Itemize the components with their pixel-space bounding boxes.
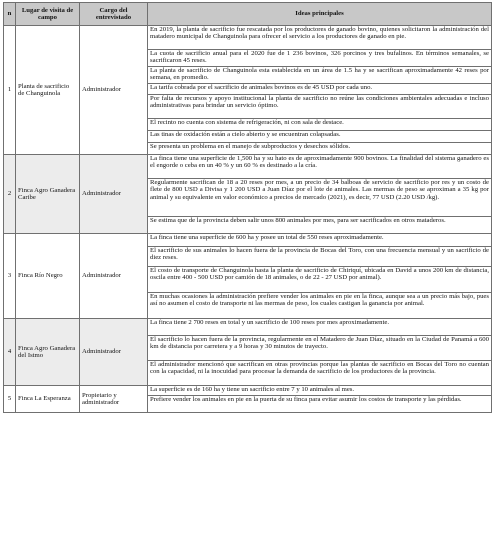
idea-cell: Por falta de recursos y apoyo institucional la planta de sacrificio no reúne las condiciones ambientales adecuadas e incluso administrativas para brindar un servicio óptimo. (148, 95, 492, 119)
idea-cell: La finca tiene una superficie de 600 ha y posee un total de 550 reses aproximadamente. (148, 234, 492, 247)
row-number: 1 (4, 26, 16, 155)
idea-cell: El recinto no cuenta con sistema de refrigeración, ni con sala de destace. (148, 119, 492, 131)
row-role: Administrador (80, 319, 148, 386)
header-role: Cargo del entrevistado (80, 3, 148, 26)
idea-cell: La cuota de sacrificio anual para el 2020 fue de 1 236 bovinos, 326 porcinos y tres bufalinos. En términos semanales, se sacrificaron 45 reses. (148, 50, 492, 67)
row-role: Administrador (80, 155, 148, 234)
row-place: Finca Agro Ganadera del Istmo (16, 319, 80, 386)
table-row (4, 234, 492, 247)
row-number: 3 (4, 234, 16, 319)
header-number: n (4, 3, 16, 26)
idea-cell: Se estima que de la provincia deben salir unos 800 animales por mes, para ser sacrificados en otros mataderos. (148, 217, 492, 234)
row-place: Finca Agro Ganadera Caribe (16, 155, 80, 234)
idea-cell: El sacrificio lo hacen fuera de la provincia, regularmente en el Matadero de Juan Díaz, situado en la Ciudad de Panamá a 600 km de distancia por carretera y a 9 horas y 30 minutos de trayecto. (148, 336, 492, 361)
idea-cell: La tarifa cobrada por el sacrificio de animales bovinos es de 45 USD por cada uno. (148, 84, 492, 95)
idea-cell: La finca tiene 2 700 reses en total y un sacrificio de 100 reses por mes aproximadamente. (148, 319, 492, 336)
row-place: Finca Río Negro (16, 234, 80, 319)
row-role: Propietario y administrador (80, 386, 148, 413)
row-number: 2 (4, 155, 16, 234)
row-role: Administrador (80, 234, 148, 319)
idea-cell: En 2019, la planta de sacrificio fue rescatada por los productores de ganado bovino, quienes solicitaron la administración del matadero municipal de Changuinola para ofrecer el servicio a los productores de ganado en pie. (148, 26, 492, 50)
table-header-row (4, 3, 492, 26)
header-ideas: Ideas principales (148, 3, 492, 26)
header-place: Lugar de visita de campo (16, 3, 80, 26)
row-place: Planta de sacrificio de Changuinola (16, 26, 80, 155)
idea-cell: El sacrificio de sus animales lo hacen fuera de la provincia de Bocas del Toro, con una frecuencia mensual y un sacrificio de diez reses. (148, 247, 492, 267)
idea-cell: El costo de transporte de Changuinola hasta la planta de sacrificio de Chiriquí, ubicada en David a unos 200 km de distancia, oscila entre 400 - 500 USD por camión de 18 animales, o de 22 - 27 USD por animal). (148, 267, 492, 293)
idea-cell: La planta de sacrificio de Changuinola esta establecida en un área de 1.5 ha y se sacrifican aproximadamente 42 reses por semana, en promedio. (148, 67, 492, 84)
idea-cell: El administrador mencionó que sacrifican en otras provincias porque las plantas de sacrificio en Bocas del Toro no cuentan con la capacidad, ni la inocuidad para procesar la demanda de sacrificio de los productores de la provincia. (148, 361, 492, 386)
row-number: 4 (4, 319, 16, 386)
table-row (4, 386, 492, 396)
row-number: 5 (4, 386, 16, 413)
idea-cell: En muchas ocasiones la administración prefiere vender los animales en pie en la finca, aunque sea a un precio más bajo, pues así no asumen el costo de transporte ni las mermas de peso, los cuales castigan la ganancia por animal. (148, 293, 492, 319)
table-row (4, 319, 492, 336)
idea-cell: Prefiere vender los animales en pie en la puerta de su finca para evitar asumir los costos de transporte y las pérdidas. (148, 396, 492, 413)
table-row (4, 26, 492, 50)
idea-cell: Regularmente sacrifican de 18 a 20 reses por mes, a un precio de 34 balboas de servicio de sacrificio por res y un costo de flete de 800 USD a Divisa y 1 200 USD a Juan Díaz por el lote de animales. Las mermas de peso se aproximan a 35 kg por animal y su equivalente en valor económico a precios de mercado (2021), es decir, 77 USD (2.20 USD /kg). (148, 179, 492, 217)
field-visits-table (3, 2, 492, 413)
row-place: Finca La Esperanza (16, 386, 80, 413)
row-role: Administrador (80, 26, 148, 155)
idea-cell: Se presenta un problema en el manejo de subproductos y desechos sólidos. (148, 143, 492, 155)
idea-cell: La finca tiene una superficie de 1,500 ha y su hato es de aproximadamente 900 bovinos. La finalidad del sistema ganadero es el engorde o ceba en un 40 % y un 60 % es destinado a la cría. (148, 155, 492, 179)
idea-cell: La superficie es de 160 ha y tiene un sacrificio entre 7 y 10 animales al mes. (148, 386, 492, 396)
idea-cell: Las tinas de oxidación están a cielo abierto y se encuentran colapsadas. (148, 131, 492, 143)
table-row (4, 155, 492, 179)
